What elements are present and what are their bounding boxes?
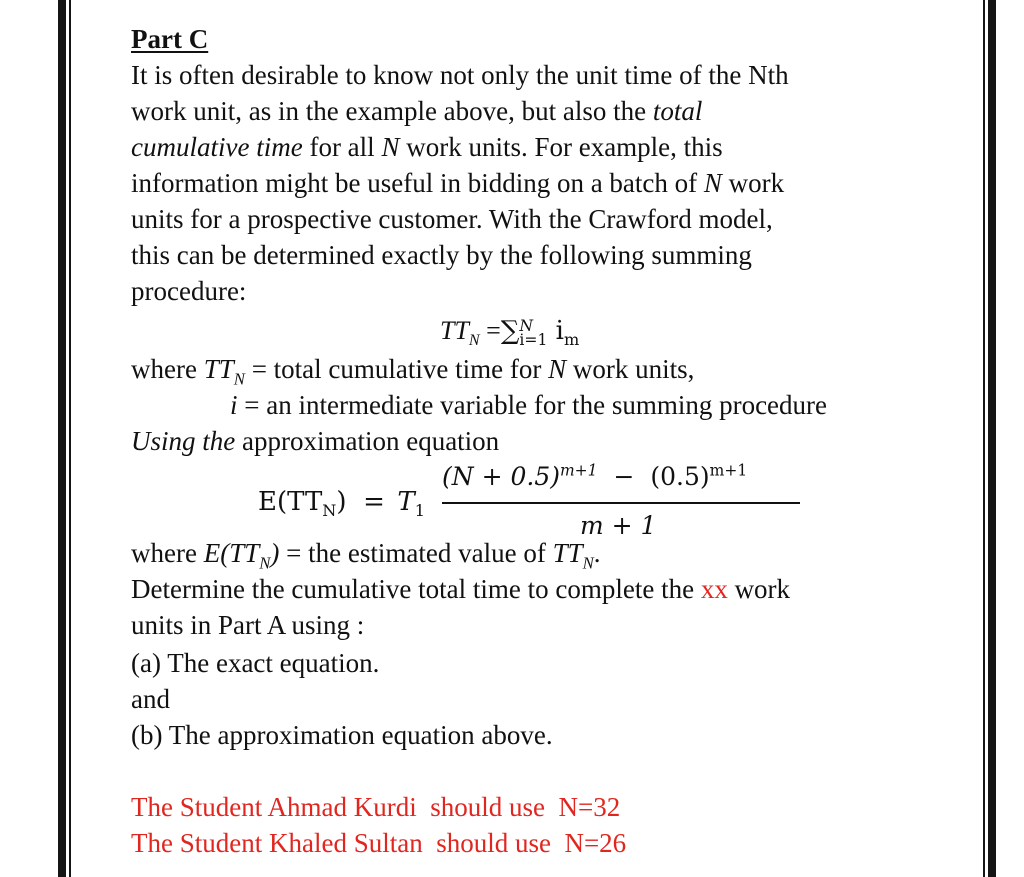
fraction-numerator: $(N + 0.5)^{m+1} - (0.5)^{m+1}$ [442,461,748,491]
task-item-a: (a) The exact equation. [131,648,380,678]
section-title: Part C [131,24,209,54]
right-border-bar [988,0,996,877]
paragraph-line-2: work unit, as in the example above, but also the total [131,96,703,126]
paragraph-line-3: cumulative time for all N work units. For example, this [131,132,723,162]
paragraph-line-5: units for a prospective customer. With the Crawford model, [131,204,773,234]
placeholder-xx: xx [700,574,728,604]
paragraph-line-4: information might be useful in bidding on a batch of N work [131,168,785,198]
estimate-definition: where $E(TT_N)$ = the estimated value of $TT_N$. [131,538,601,573]
approximation-intro: Using the approximation equation [131,426,500,456]
summation-symbol: ∑ [500,316,520,346]
task-item-b: (b) The approximation equation above. [131,720,553,750]
task-line-2: units in Part A using : [131,610,365,640]
paragraph-line-7: procedure: [131,276,247,306]
approximation-lhs: $E(TT_N) = T_1$ [258,487,425,521]
left-border-bar [58,0,66,877]
fraction-denominator: m + 1 [580,511,657,540]
exact-equation: $TT_N$ =∑ N i=1 $i_m$ [440,316,580,350]
paragraph-line-1: It is often desirable to know not only the unit time of the Nth [131,60,789,90]
emphasis-cumulative-time: cumulative time [131,132,303,162]
task-line-1: Determine the cumulative total time to complete the xx work [131,574,791,604]
definition-tt: where $TT_N$ = total cumulative time for N work units, [131,354,695,389]
definition-i: i = an intermediate variable for the summing procedure [230,390,828,420]
task-and: and [131,684,170,714]
fraction-bar [442,502,800,504]
paragraph-line-6: this can be determined exactly by the following summing [131,240,752,270]
assignment-ahmad: The Student Ahmad Kurdi should use N=32 [131,792,621,822]
assignment-khaled: The Student Khaled Sultan should use N=26 [131,828,627,858]
approximation-equation [258,462,818,542]
emphasis-total: total [652,96,703,126]
